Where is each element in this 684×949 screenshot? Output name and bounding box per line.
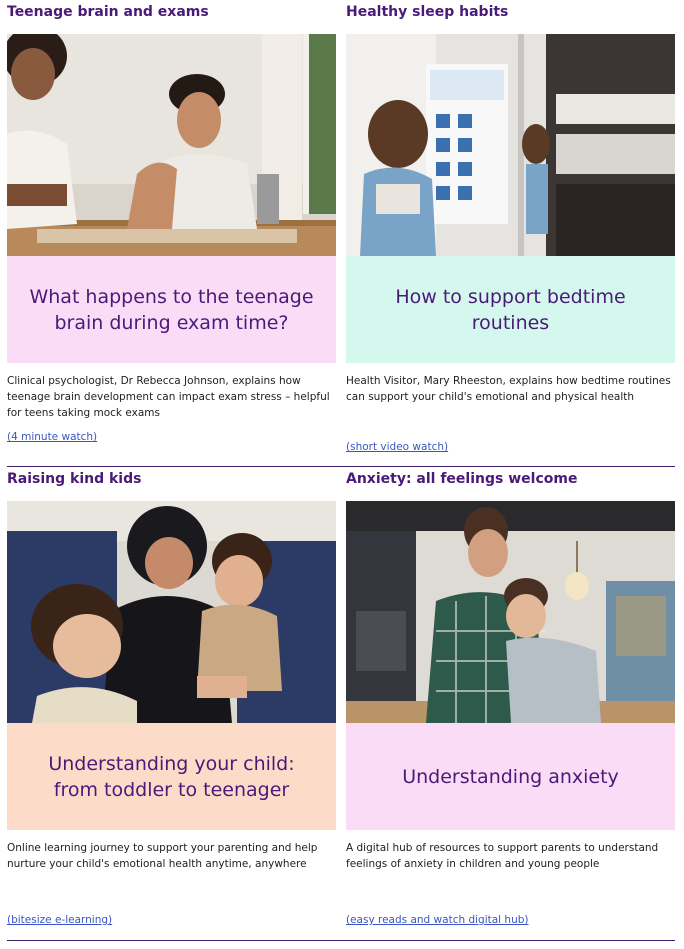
resource-card-anxiety xyxy=(346,467,675,943)
resource-card-kind-kids xyxy=(7,467,336,943)
watch-link[interactable]: (4 minute watch) xyxy=(7,431,98,443)
card-banner[interactable] xyxy=(7,723,336,830)
banner-heading: What happens to the teenage brain during exam time? xyxy=(29,285,314,334)
resource-card-sleep-habits xyxy=(346,0,675,467)
card-photo[interactable] xyxy=(7,34,336,256)
resource-card-teenage-brain xyxy=(7,0,336,467)
resource-row xyxy=(7,467,675,943)
watch-link[interactable]: (short video watch) xyxy=(346,441,449,453)
e-learning-link[interactable]: (bitesize e-learning) xyxy=(7,914,113,926)
row-divider xyxy=(7,940,675,941)
card-description: Online learning journey to support your parenting and help nurture your child's emotional health anytime, anywhere xyxy=(7,842,318,870)
card-photo[interactable] xyxy=(7,501,336,723)
banner-heading: Understanding anxiety xyxy=(402,765,619,788)
card-description: A digital hub of resources to support parents to understand feelings of anxiety in children and young people xyxy=(346,842,659,870)
row-divider xyxy=(7,466,675,467)
card-banner[interactable] xyxy=(346,723,675,830)
card-title: Anxiety: all feelings welcome xyxy=(346,471,578,487)
resource-grid xyxy=(7,0,675,943)
card-description: Health Visitor, Mary Rheeston, explains how bedtime routines can support your child's emotional and physical health xyxy=(346,375,671,403)
resource-row xyxy=(7,0,675,467)
banner-heading: Understanding your child: from toddler to teenager xyxy=(48,752,295,801)
card-banner[interactable] xyxy=(7,256,336,363)
card-title: Teenage brain and exams xyxy=(7,4,209,20)
card-banner[interactable] xyxy=(346,256,675,363)
card-description: Clinical psychologist, Dr Rebecca Johnson, explains how teenage brain development can impact exam stress – helpful for teens taking mock exams xyxy=(7,375,330,419)
banner-heading: How to support bedtime routines xyxy=(395,285,626,334)
card-title: Healthy sleep habits xyxy=(346,4,509,20)
card-photo[interactable] xyxy=(346,34,675,256)
card-photo[interactable] xyxy=(346,501,675,723)
card-title: Raising kind kids xyxy=(7,471,142,487)
digital-hub-link[interactable]: (easy reads and watch digital hub) xyxy=(346,914,529,926)
